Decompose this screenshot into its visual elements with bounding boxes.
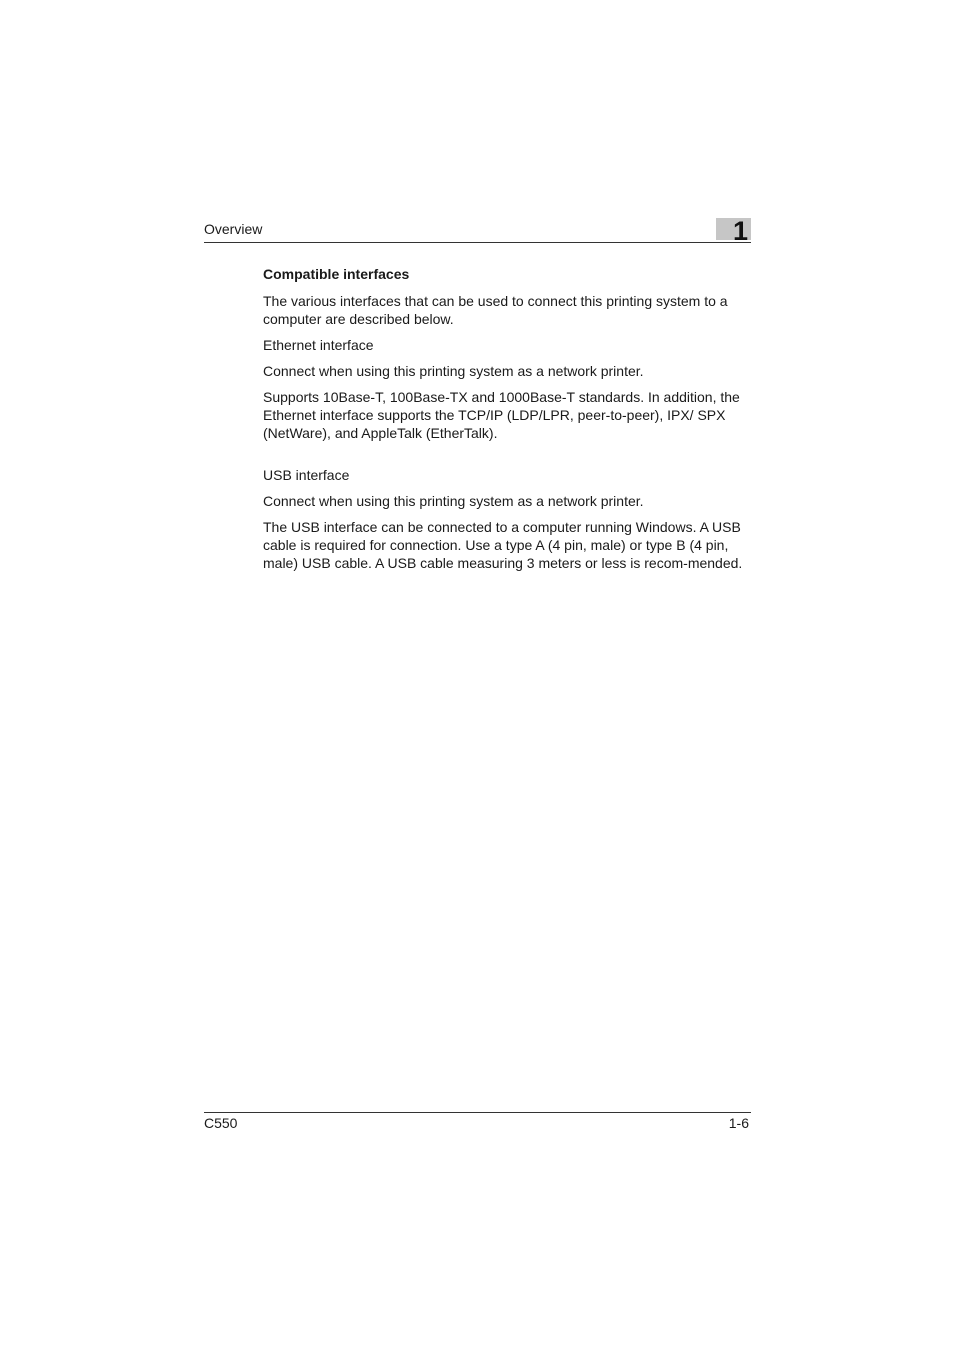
section-heading: Compatible interfaces <box>263 266 410 282</box>
usb-details: The USB interface can be connected to a computer running Windows. A USB cable is required for connection. Use a type A (4 pin, male) or type B (4 pin, male) USB cable. A USB cable measuring 3 meters or less is recom-mended. <box>263 519 743 571</box>
ethernet-usage: Connect when using this printing system as a network printer. <box>263 363 644 379</box>
ethernet-details: Supports 10Base-T, 100Base-TX and 1000Base-T standards. In addition, the Ethernet interface supports the TCP/IP (LDP/LPR, peer-to-peer), IPX/ SPX (NetWare), and AppleTalk (EtherTalk). <box>263 389 740 441</box>
chapter-tab <box>716 216 751 246</box>
usb-title: USB interface <box>263 467 350 483</box>
header-divider <box>204 242 751 243</box>
main-content <box>263 265 751 580</box>
intro-paragraph: The various interfaces that can be used to connect this printing system to a computer are described below. <box>263 293 728 327</box>
footer-page-number: 1-6 <box>728 1115 749 1131</box>
footer-model: C550 <box>204 1115 238 1131</box>
chapter-number: 1 <box>732 216 748 246</box>
header-section-title: Overview <box>204 221 263 237</box>
ethernet-title: Ethernet interface <box>263 337 374 353</box>
usb-usage: Connect when using this printing system as a network printer. <box>263 493 644 509</box>
footer-divider <box>204 1112 751 1113</box>
